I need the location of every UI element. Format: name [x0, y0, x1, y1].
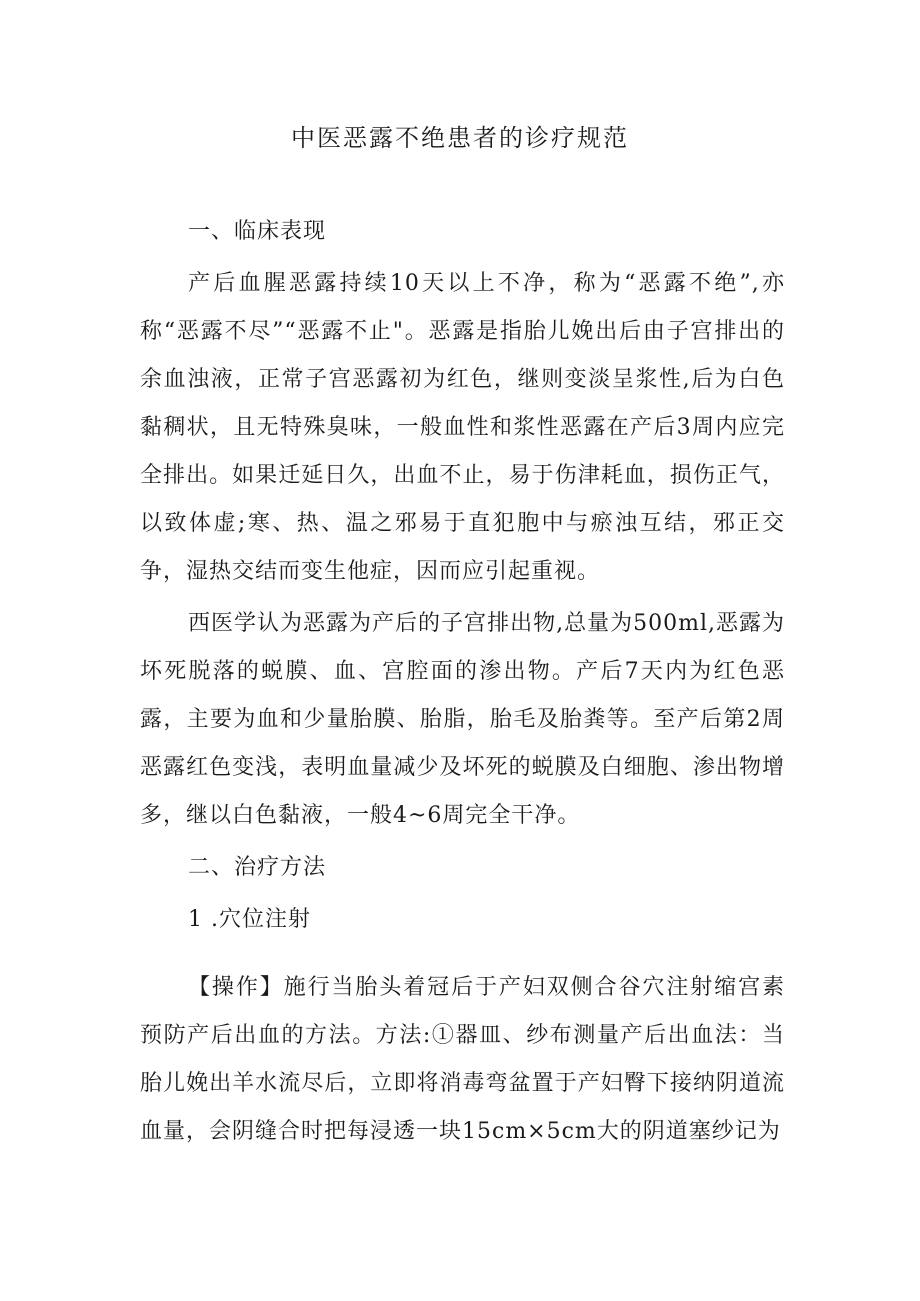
section-heading-treatment: 二、治疗方法: [188, 855, 327, 880]
document-body: [140, 208, 785, 1156]
paragraph-clinical-western: 西医学认为恶露为产后的子宫排出物,总量为500ml,恶露为坏死脱落的蜕膜、血、宫腔面的渗出物。产后7天内为红色恶露，主要为血和少量胎膜、胎脂，胎毛及胎粪等。至产后第2周恶露红色变浅，表明血量减少及坏死的蜕膜及白细胞、渗出物增多，继以白色黏液，一般4~6周完全干净。: [140, 611, 785, 828]
section-heading-clinical: 一、临床表现: [188, 219, 327, 244]
subsection-heading-acupoint-injection: 1 .穴位注射: [188, 907, 311, 932]
paragraph-operation: 【操作】施行当胎头着冠后于产妇双侧合谷穴注射缩宫素预防产后出血的方法。方法:①器皿、纱布测量产后出血法：当胎儿娩出羊水流尽后，立即将消毒弯盆置于产妇臀下接纳阴道流血量，会阴缝合时把每浸透一块15cm×5cm大的阴道塞纱记为: [140, 975, 785, 1144]
document-title: 中医恶露不绝患者的诊疗规范: [291, 124, 629, 152]
paragraph-clinical-tcm: 产后血腥恶露持续10天以上不净，称为“恶露不绝”,亦称“恶露不尽”“恶露不止"。恶露是指胎儿娩出后由子宫排出的余血浊液，正常子宫恶露初为红色，继则变淡呈浆性,后为白色黏稠状，且无特殊臭味，一般血性和浆性恶露在产后3周内应完全排出。如果迁延日久，出血不止，易于伤津耗血，损伤正气，以致体虚;寒、热、温之邪易于直犯胞中与瘀浊互结，邪正交争，湿热交结而变生他症，因而应引起重视。: [140, 271, 785, 584]
